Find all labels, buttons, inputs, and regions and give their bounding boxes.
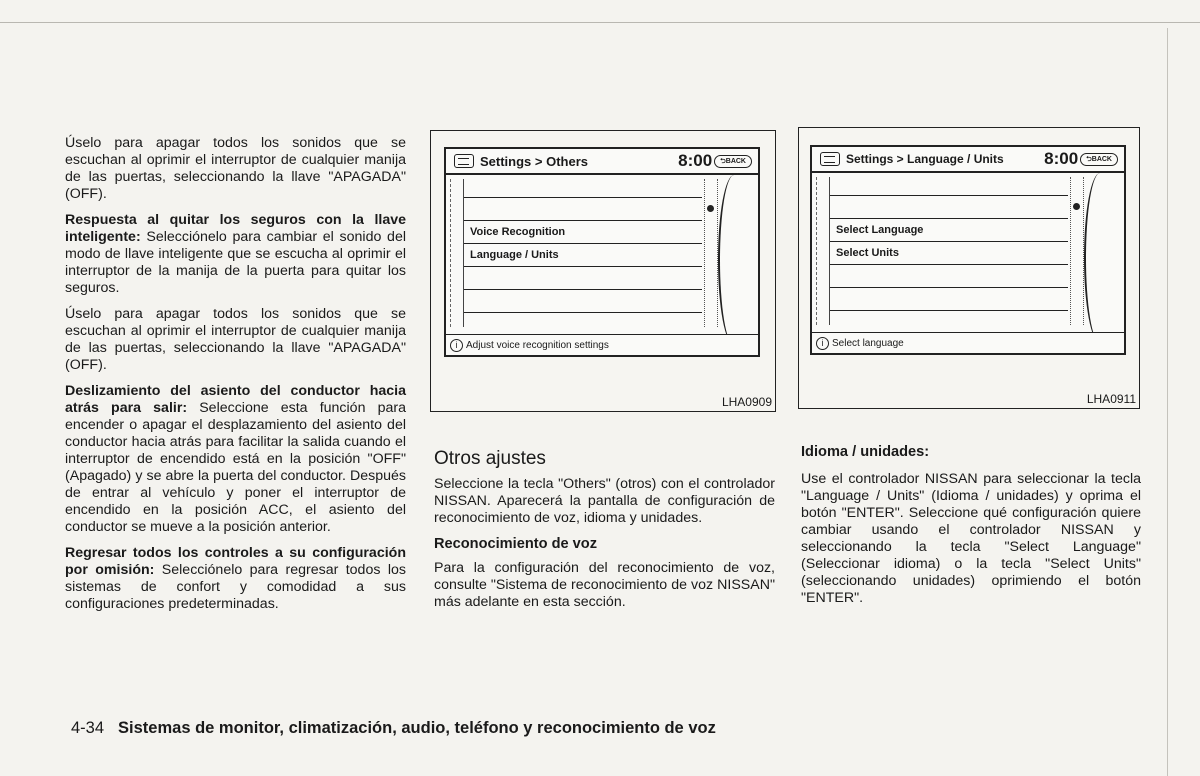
paragraph: Deslizamiento del asiento del conductor hacia atrás para salir: Seleccione esta función para encender o apagar el desplazamiento del asiento del conductor hacia atrás para facilitar la salida cuando el interruptor de encendido está en la posición "OFF" (Apagado) y se abre la puerta del conductor. Después de entrar al vehículo y poner el interruptor de encendido en la posición ACC, el asiento del conductor se mueve a la posición anterior. [65, 383, 406, 535]
menu-row [464, 198, 702, 221]
menu-row: Select Language [830, 219, 1068, 242]
menu-row [830, 196, 1068, 219]
settings-menu-icon [820, 152, 840, 166]
screen-header [812, 147, 1124, 173]
screen-footer [446, 334, 758, 355]
paragraph: Úselo para apagar todos los sonidos que se escuchan al oprimir el interruptor de cualquier manija de las puertas, seleccionando la llave "APAGADA" (OFF). [65, 306, 406, 373]
footer-hint: Select language [832, 337, 904, 349]
paragraph-lead: Respuesta al quitar los seguros con la llave inteligente: [65, 212, 406, 245]
page-edge-right [1167, 28, 1168, 776]
screen-display [444, 147, 760, 357]
menu-row: Voice Recognition [464, 221, 702, 244]
paragraph-lead: Regresar todos los controles a su configuración por omisión: [65, 545, 406, 578]
screen-display [810, 145, 1126, 355]
page-footer [71, 719, 716, 738]
settings-menu-icon [454, 154, 474, 168]
page-number: 4-34 [71, 719, 105, 737]
left-rail [450, 179, 464, 327]
middle-column [434, 450, 775, 620]
clock-time: 8:00 [1044, 149, 1079, 168]
screen-title: Settings > Others [480, 153, 588, 169]
menu-row [464, 175, 702, 198]
menu-row [830, 265, 1068, 288]
paragraph: Para la configuración del reconocimiento de voz, consulte "Sistema de reconocimiento de voz NISSAN" más adelante en esta sección. [434, 560, 775, 610]
footer-hint: Adjust voice recognition settings [466, 339, 609, 351]
menu-row [830, 311, 1068, 334]
menu-row [464, 267, 702, 290]
screen-footer [812, 332, 1124, 353]
menu-list [464, 175, 702, 336]
screen-header [446, 149, 758, 175]
left-column [65, 135, 406, 622]
screen-curve [718, 175, 750, 345]
menu-row [464, 313, 702, 336]
paragraph-lead: Deslizamiento del asiento del conductor hacia atrás para salir: [65, 383, 406, 416]
chapter-title: Sistemas de monitor, climatización, audio, teléfono y reconocimiento de voz [118, 719, 716, 737]
scroll-thumb [707, 205, 714, 212]
back-arrow-icon: ⮌ [1086, 155, 1092, 163]
back-button: ⮌BACK [714, 155, 752, 168]
menu-row: Select Units [830, 242, 1068, 265]
menu-row: Language / Units [464, 244, 702, 267]
figure-code: LHA0909 [721, 395, 772, 409]
info-icon: i [816, 337, 829, 350]
back-arrow-icon: ⮌ [720, 157, 726, 165]
left-rail [816, 177, 830, 325]
scrollbar [1070, 177, 1084, 325]
menu-row [464, 290, 702, 313]
figure-language-units [798, 127, 1140, 409]
screen-curve [1084, 173, 1116, 343]
paragraph: Úselo para apagar todos los sonidos que se escuchan al oprimir el interruptor de cualquier manija de las puertas, seleccionando la llave "APAGADA" (OFF). [65, 135, 406, 202]
page-edge-top [0, 22, 1200, 23]
scrollbar [704, 179, 718, 327]
menu-row [830, 288, 1068, 311]
paragraph: Respuesta al quitar los seguros con la llave inteligente: Selecciónelo para cambiar el sonido del modo de llave inteligente que se escucha al oprimir el interruptor de la manija de la puerta para quitar los seguros. [65, 212, 406, 296]
back-button: ⮌BACK [1080, 153, 1118, 166]
scroll-thumb [1073, 203, 1080, 210]
figure-code: LHA0911 [1086, 392, 1136, 406]
paragraph: Use el controlador NISSAN para seleccionar la tecla "Language / Units" (Idioma / unidades) y oprima el botón "ENTER". Seleccione qué configuración quiere cambiar usando el controlador NISSAN y seleccionando la tecla "Select Language" (Seleccionar idioma) o la tecla "Select Units" (seleccionando unidades) oprimiendo el botón "ENTER". [801, 471, 1141, 606]
info-icon: i [450, 339, 463, 352]
screen-title: Settings > Language / Units [846, 152, 1004, 166]
menu-list [830, 173, 1068, 334]
figure-settings-others [430, 130, 776, 412]
section-heading: Otros ajustes [434, 448, 546, 469]
subsection-heading: Reconocimiento de voz [434, 536, 597, 552]
right-column [801, 444, 1141, 616]
paragraph: Seleccione la tecla "Others" (otros) con el controlador NISSAN. Aparecerá la pantalla de configuración de reconocimiento de voz, idioma y unidades. [434, 476, 775, 526]
clock-time: 8:00 [678, 151, 713, 170]
menu-row [830, 173, 1068, 196]
paragraph: Regresar todos los controles a su configuración por omisión: Selecciónelo para regresar todos los sistemas de confort y comodidad a sus configuraciones predeterminadas. [65, 545, 406, 612]
section-heading: Idioma / unidades: [801, 444, 930, 460]
